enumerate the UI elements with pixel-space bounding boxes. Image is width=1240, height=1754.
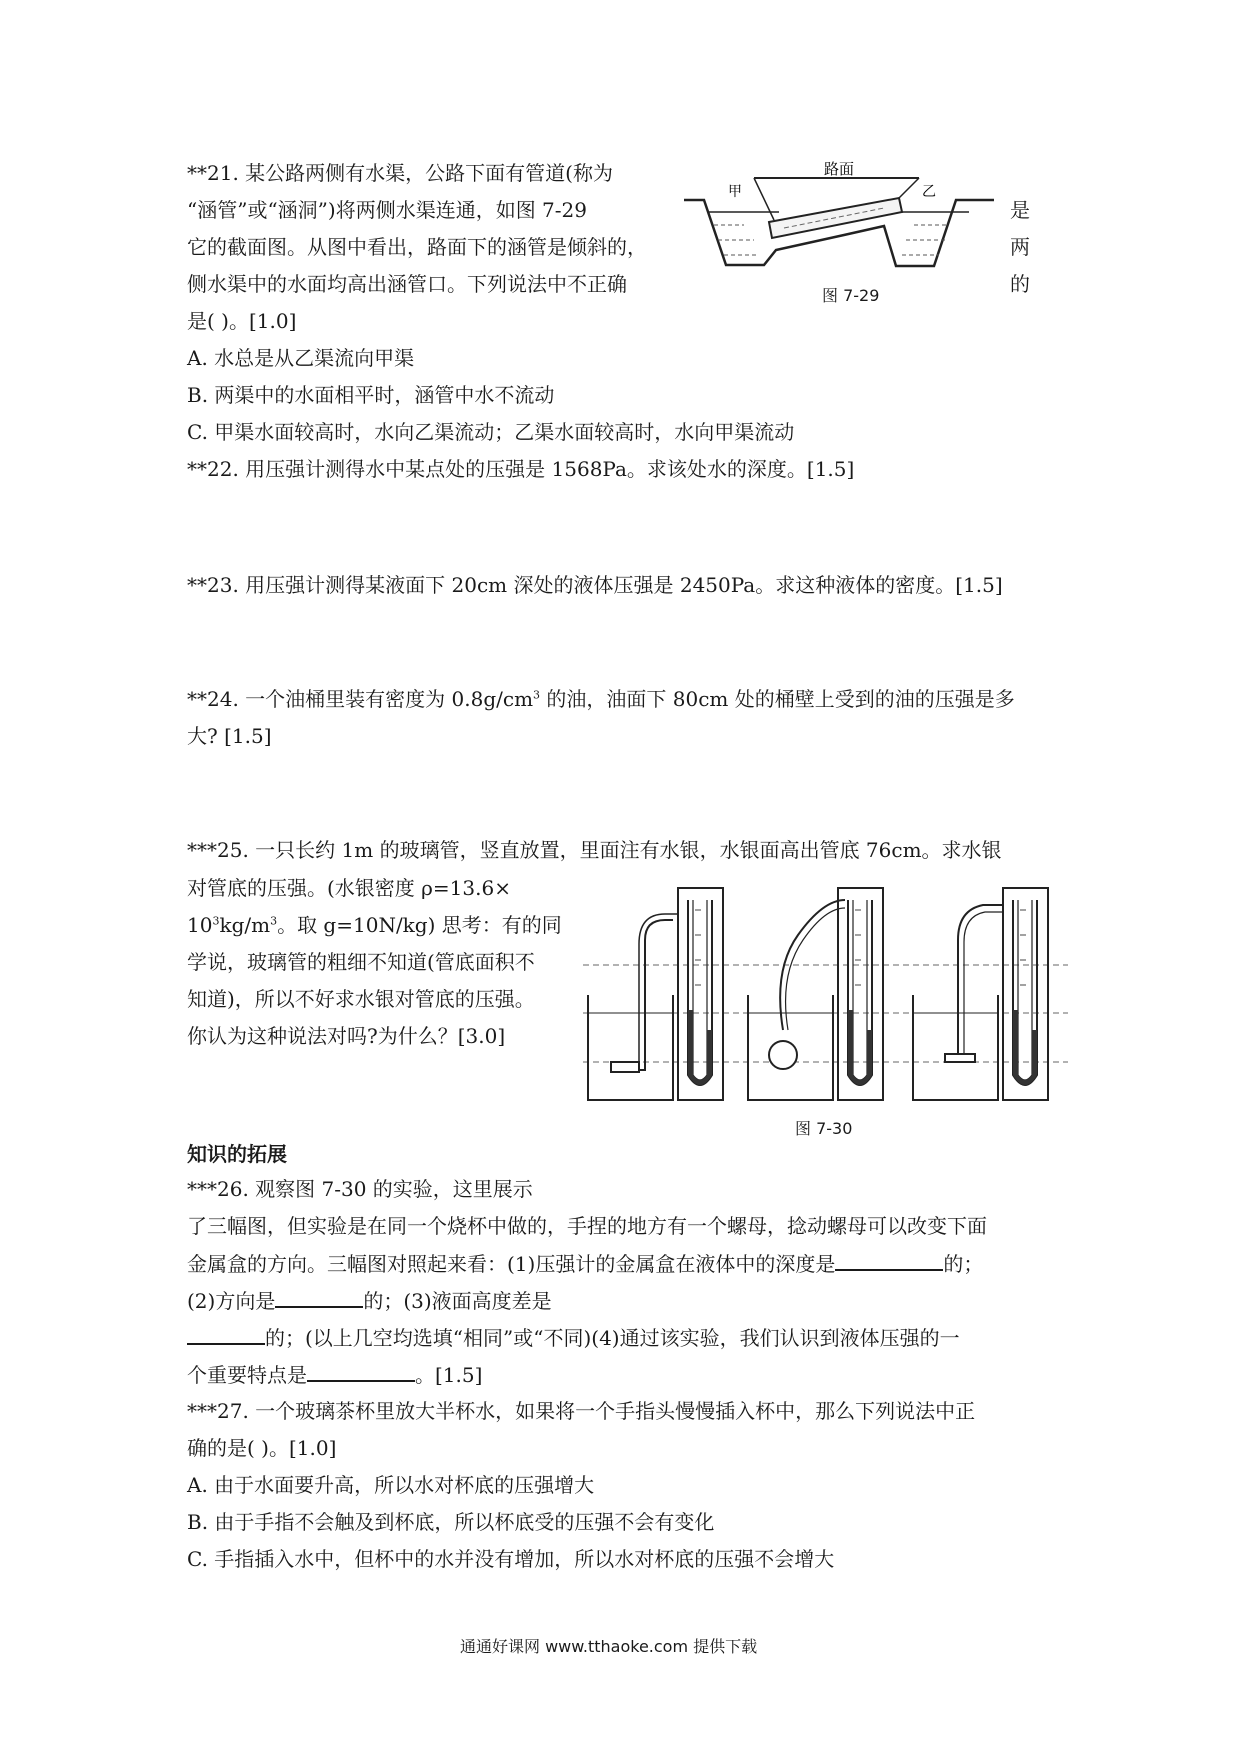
q26-line-6 — [187, 1362, 482, 1387]
q26-line-4a: (2)方向是 — [187, 1289, 276, 1313]
blank-1[interactable] — [835, 1251, 943, 1271]
q24-line-1 — [187, 687, 1015, 711]
q26-line-3 — [187, 1251, 983, 1276]
q21-line-3-right: 两 — [1010, 235, 1030, 259]
q27-option-c: C. 手指插入水中，但杯中的水并没有增加，所以水对杯底的压强不会增大 — [187, 1547, 835, 1571]
label-road-surface: 路面 — [824, 160, 855, 178]
q26-line-6b: 。[1.5] — [415, 1363, 483, 1387]
q25-line-2: 对管底的压强。(水银密度 ρ=13.6× — [187, 876, 511, 900]
q26-line-5b: 的；(以上几空均选填“相同”或“不同)(4)通过该实验，我们认识到液体压强的一 — [265, 1326, 960, 1350]
q26-line-3b: 的； — [943, 1252, 984, 1276]
q25-line-3b: kg/m — [219, 913, 271, 937]
section-title: 知识的拓展 — [187, 1142, 287, 1166]
q26-line-4 — [187, 1288, 552, 1313]
label-jia: 甲 — [728, 184, 742, 200]
blank-2[interactable] — [275, 1288, 363, 1308]
q21-line-3: 它的截面图。从图中看出，路面下的涵管是倾斜的， — [187, 235, 647, 259]
q26-line-1: ***26. 观察图 7-30 的实验，这里展示 — [187, 1177, 533, 1201]
q23-text: **23. 用压强计测得某液面下 20cm 深处的液体压强是 2450Pa。求这种液体的密度。[1.5] — [187, 573, 1003, 597]
q25-line-4: 学说，玻璃管的粗细不知道(管底面积不 — [187, 950, 535, 974]
panel-2 — [748, 888, 883, 1100]
q21-line-1: **21. 某公路两侧有水渠，公路下面有管道(称为 — [187, 161, 613, 185]
figure-7-30-manometer-diagram — [583, 880, 1068, 1108]
q26-line-4b: 的；(3)液面高度差是 — [363, 1289, 552, 1313]
q21-option-a: A. 水总是从乙渠流向甲渠 — [187, 346, 415, 370]
q24-line-1a: **24. 一个油桶里装有密度为 0.8g/cm — [187, 687, 534, 711]
label-yi: 乙 — [922, 184, 936, 200]
q21-option-c: C. 甲渠水面较高时，水向乙渠流动；乙渠水面较高时，水向甲渠流动 — [187, 420, 795, 444]
q27-line-1: ***27. 一个玻璃茶杯里放大半杯水，如果将一个手指头慢慢插入杯中，那么下列说法中正 — [187, 1399, 976, 1423]
q24-sup: 3 — [533, 688, 541, 702]
q24-line-2: 大? [1.5] — [187, 724, 272, 748]
q26-line-2: 了三幅图，但实验是在同一个烧杯中做的，手捏的地方有一个螺母，捻动螺母可以改变下面 — [187, 1214, 987, 1238]
q25-line-6: 你认为这种说法对吗?为什么？[3.0] — [187, 1024, 506, 1048]
q26-line-3a: 金属盒的方向。三幅图对照起来看：(1)压强计的金属盒在液体中的深度是 — [187, 1252, 836, 1276]
q27-line-2: 确的是( )。[1.0] — [187, 1436, 337, 1460]
q27-option-b: B. 由于手指不会触及到杯底，所以杯底受的压强不会有变化 — [187, 1510, 715, 1534]
q21-line-5: 是( )。[1.0] — [187, 309, 297, 333]
q27-option-a: A. 由于水面要升高，所以水对杯底的压强增大 — [187, 1473, 595, 1497]
q26-line-6a: 个重要特点是 — [187, 1363, 307, 1387]
q25-sup-2: 3 — [270, 914, 278, 928]
q21-line-2-right: 是 — [1010, 198, 1030, 222]
figure-7-29-caption: 图 7-29 — [822, 286, 880, 305]
q25-line-5: 知道)，所以不好求水银对管底的压强。 — [187, 987, 535, 1011]
q21-line-4: 侧水渠中的水面均高出涵管口。下列说法中不正确 — [187, 272, 627, 296]
q21-line-4-right: 的 — [1010, 272, 1030, 296]
q24-line-1b: 的油，油面下 80cm 处的桶壁上受到的油的压强是多 — [540, 687, 1015, 711]
q21-option-b: B. 两渠中的水面相平时，涵管中水不流动 — [187, 383, 555, 407]
q26-line-5 — [187, 1325, 960, 1350]
q25-line-3 — [187, 913, 562, 937]
q22-text: **22. 用压强计测得水中某点处的压强是 1568Pa。求该处水的深度。[1.5] — [187, 457, 855, 481]
q25-sup-1: 3 — [212, 914, 220, 928]
q25-line-3a: 10 — [187, 913, 213, 937]
q25-line-1: ***25. 一只长约 1m 的玻璃管，竖直放置，里面注有水银，水银面高出管底 76cm。求水银 — [187, 838, 1002, 862]
footer-text: 通通好课网 www.tthaoke.com 提供下载 — [460, 1637, 758, 1656]
panel-3 — [913, 888, 1048, 1100]
blank-3[interactable] — [187, 1325, 265, 1345]
q21-line-2: “涵管”或“涵洞”)将两侧水渠连通，如图 7-29 — [187, 198, 587, 222]
panel-1 — [588, 888, 723, 1100]
figure-7-30-caption: 图 7-30 — [795, 1119, 853, 1138]
q25-line-3c: 。取 g=10N/kg) 思考：有的同 — [277, 913, 562, 937]
blank-4[interactable] — [307, 1362, 415, 1382]
